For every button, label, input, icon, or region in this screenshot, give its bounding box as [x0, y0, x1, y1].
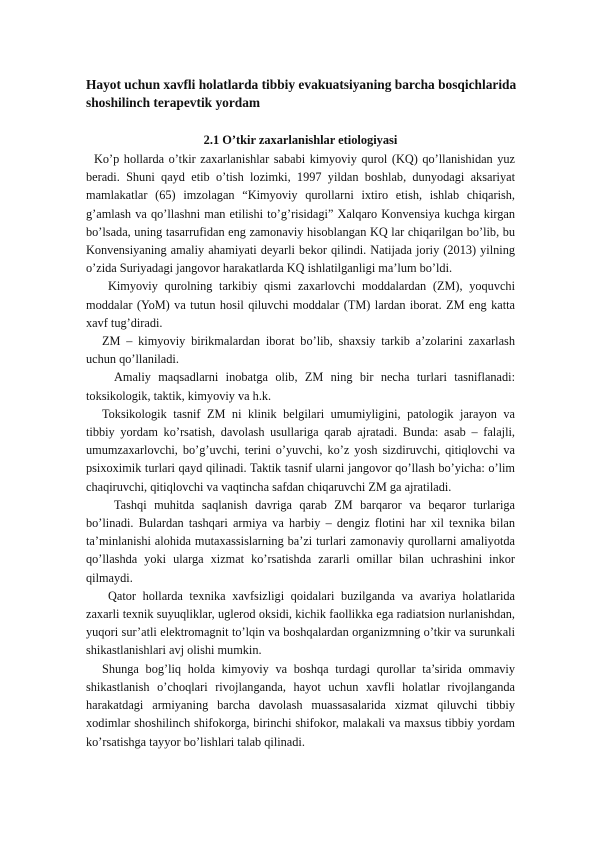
paragraph-3: ZM – kimyoviy birikmalardan iborat bo’lib, shaxsiy tarkib a’zolarini zaxarlash uchun qo’llaniladi. — [86, 334, 515, 367]
paragraph-1: Ko’p hollarda o’tkir zaxarlanishlar sababi kimyoviy qurol (KQ) qo’llanishidan yuz beradi. Shuni qayd etib o’tish lozimki, 1997 yildan boshlab, dunyodagi aksariyat mamlakatlar (65) imzolagan “Kimyoviy qurollarni ixtiro etish, ishlab chiqarish, g’amlash va qo’llashni man etilishi to’g’risidagi” Xalqaro Konvensiya kuchga kirgan bo’lsada, uning tasarrufidan eng zamonaviy hisoblangan KQ lar chiqarilgan bo’lib, bu Konvensiyaning amaliy ahamiyati deyarli bekor qilindi. Natijada joriy (2013) yilning o’zida Suriyadagi jangovor harakatlarda KQ ishlatilganligi ma’lum bo’ldi. — [86, 152, 515, 276]
body-text — [86, 150, 515, 751]
paragraph-7: Qator hollarda texnika xavfsizligi qoidalari buzilganda va avariya holatlarida zaxarli texnik suyuqliklar, uglerod oksidi, kichik faollikka ega radiatsion nurlanishdan, yuqori sur’atli elektromagnit to’lqin va boshqalardan organizmning o’tkir va surunkali shikastlanishlari avj olishi mumkin. — [86, 588, 515, 658]
paragraph-8: Shunga bog’liq holda kimyoviy va boshqa turdagi qurollar ta’sirida ommaviy shikastlanish o’choqlari rivojlanganda, hayot uchun xavfli holatlar rivojlanganda harakatdagi armiyaning barcha davolash muassasalarida xizmat qiluvchi tibbiy xodimlar shoshilinch shifokorga, birinchi shifokor, malakali va maxsus tibbiy yordam ko’rsatishga tayyor bo’lishlari talab qilinadi. — [86, 661, 515, 749]
paragraph-5: Toksikologik tasnif ZM ni klinik belgilari umumiyligini, patologik jarayon va tibbiy yordam ko’rsatish, davolash usullariga qarab ajratadi. Bunda: asab – falajli, umumzaxarlovchi, bo’g’uvchi, terini o’yuvchi, ko’z yosh sizdiruvchi, qitiqlovchi va psixoximik turlari qayd qilinadi. Taktik tasnif ularni jangovor qo’llash bo’yicha: o’lim chaqiruvchi, qitiqlovchi va vaqtincha safdan chiqaruvchi ZM ga ajratiladi. — [86, 406, 515, 494]
paragraph-4: Amaliy maqsadlarni inobatga olib, ZM ning bir necha turlari tasniflanadi: toksikologik, taktik, kimyoviy va h.k. — [86, 370, 515, 403]
paragraph-2: Kimyoviy qurolning tarkibiy qismi zaxarlovchi moddalardan (ZM), yoquvchi moddalar (YoM) va tutun hosil qiluvchi moddalar (TM) lardan iborat. ZM eng katta xavf tug’diradi. — [86, 279, 515, 330]
paragraph-6: Tashqi muhitda saqlanish davriga qarab ZM barqaror va beqaror turlariga bo’linadi. Bulardan tashqari armiya va harbiy – dengiz flotini har xil texnika bilan ta’minlanishi alohida mutaxassislarning ba’zi turlari zamonaviy qurollarni amaliyotda qo’llashda yoki ularga xizmat ko’rsatishda zararli omillar bilan uchrashini inkor qilmaydi. — [86, 497, 515, 585]
document-heading: Hayot uchun xavfli holatlarda tibbiy evakuatsiyaning barcha bosqichlarida shoshilinch terapevtik yordam — [86, 77, 517, 110]
section-title: 2.1 O’tkir zaxarlanishlar etiologiyasi — [203, 133, 398, 147]
